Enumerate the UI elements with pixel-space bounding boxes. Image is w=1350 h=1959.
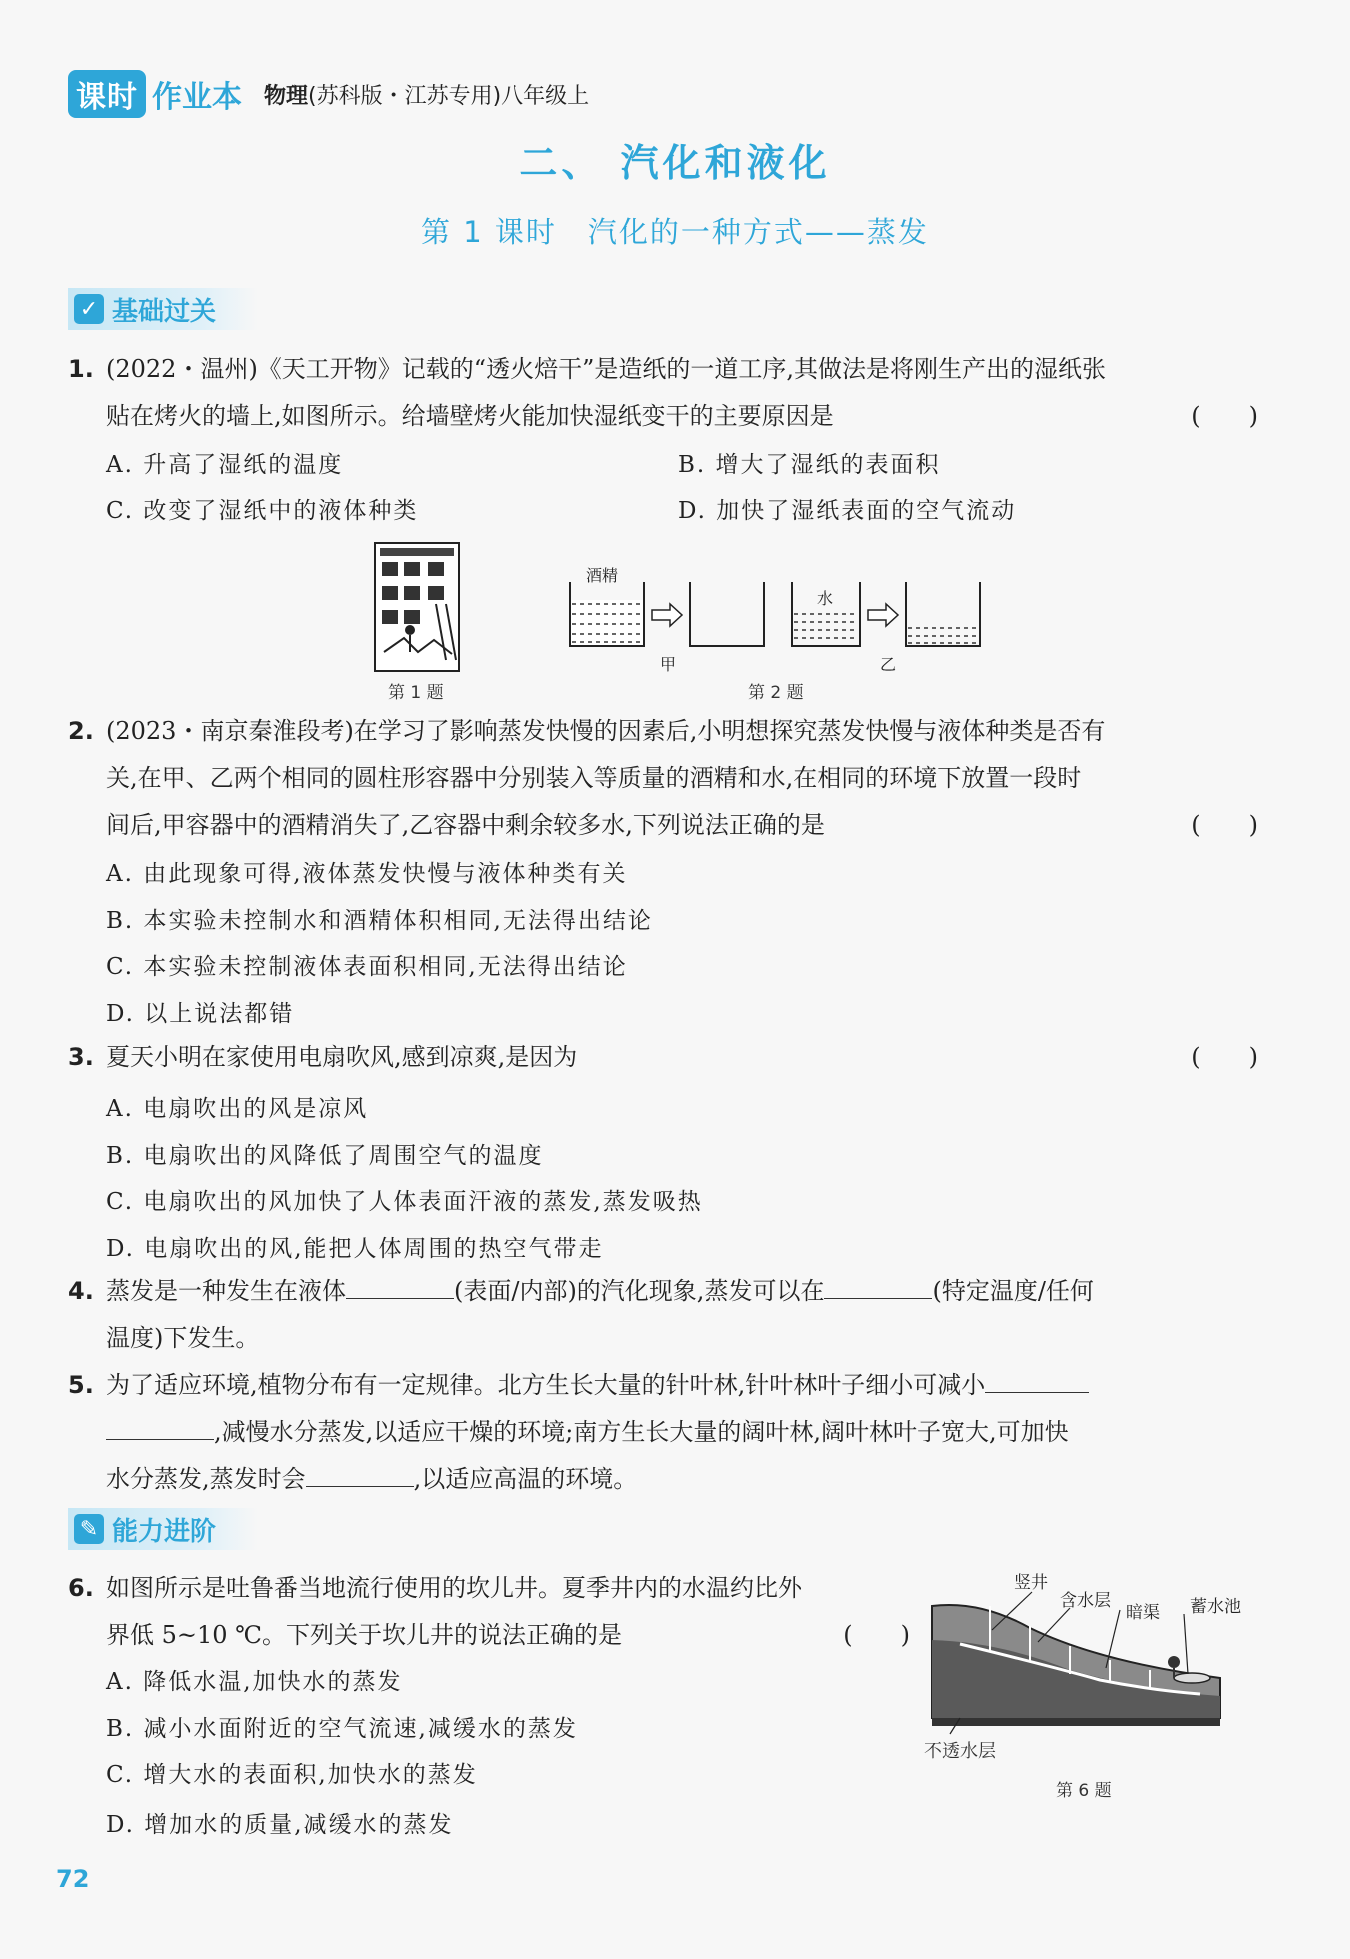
figure-6-karez-diagram xyxy=(920,1570,1260,1750)
label-yi: 乙 xyxy=(880,655,897,674)
page-number: 72 xyxy=(56,1865,90,1893)
option-a: A. 电扇吹出的风是凉风 xyxy=(106,1096,369,1122)
option-a: A. 降低水温,加快水的蒸发 xyxy=(106,1669,403,1695)
question-text xyxy=(106,1409,1258,1456)
checkbox-icon: ✓ xyxy=(74,294,104,324)
option-a: A. 由此现象可得,液体蒸发快慢与液体种类有关 xyxy=(106,861,628,887)
option-b: B. 减小水面附近的空气流速,减缓水的蒸发 xyxy=(106,1716,578,1742)
question-text xyxy=(106,1362,1258,1409)
option-d: D. 电扇吹出的风,能把人体周围的热空气带走 xyxy=(106,1236,604,1262)
section-label-advanced: 能力进阶 xyxy=(112,1516,217,1547)
question-3 xyxy=(68,1034,1258,1081)
question-2 xyxy=(68,708,1258,849)
option-b: B. 电扇吹出的风降低了周围空气的温度 xyxy=(106,1143,544,1169)
question-text: 关,在甲、乙两个相同的圆柱形容器中分别装入等质量的酒精和水,在相同的环境下放置一段时 xyxy=(106,764,1082,792)
answer-blank[interactable] xyxy=(346,1272,454,1299)
option-d: D. 增加水的质量,减缓水的蒸发 xyxy=(106,1812,454,1838)
text-fragment: 蒸发是一种发生在液体 xyxy=(106,1277,346,1305)
option-d: D. 以上说法都错 xyxy=(106,1001,295,1027)
answer-blank[interactable] xyxy=(824,1272,932,1299)
question-number: 4. xyxy=(68,1277,94,1305)
label-canal: 暗渠 xyxy=(1126,1603,1160,1623)
text-fragment: (表面/内部)的汽化现象,蒸发可以在 xyxy=(454,1277,825,1305)
figure-2-diagram xyxy=(560,564,1000,678)
figure-1-illustration xyxy=(374,542,460,672)
label-impermeable-layer: 不透水层 xyxy=(924,1741,996,1762)
question-text: 夏天小明在家使用电扇吹风,感到凉爽,是因为 xyxy=(106,1043,578,1071)
section-label-basic: 基础过关 xyxy=(112,296,217,327)
option-b: B. 增大了湿纸的表面积 xyxy=(678,452,941,478)
text-fragment: 为了适应环境,植物分布有一定规律。北方生长大量的针叶林,针叶林叶子细小可减小 xyxy=(106,1371,986,1399)
answer-parentheses: ( ) xyxy=(1191,811,1258,839)
question-5 xyxy=(68,1362,1258,1503)
option-c: C. 本实验未控制液体表面积相同,无法得出结论 xyxy=(106,954,628,980)
label-reservoir: 蓄水池 xyxy=(1190,1597,1241,1617)
answer-blank[interactable] xyxy=(106,1413,214,1440)
subject-label: 物理 xyxy=(264,83,309,109)
lesson-title: 第 1 课时 汽化的一种方式——蒸发 xyxy=(421,215,929,249)
answer-blank[interactable] xyxy=(985,1366,1089,1393)
question-4 xyxy=(68,1268,1258,1362)
label-shaft: 竖井 xyxy=(1014,1573,1048,1593)
option-d: D. 加快了湿纸表面的空气流动 xyxy=(678,498,1017,524)
edition-label: (苏科版・江苏专用)八年级上 xyxy=(308,83,590,109)
text-fragment: 水分蒸发,蒸发时会 xyxy=(106,1465,306,1493)
answer-parentheses: ( ) xyxy=(843,1621,910,1649)
section-banner-basic xyxy=(68,288,258,330)
answer-parentheses: ( ) xyxy=(1191,402,1258,430)
text-fragment: (特定温度/任何 xyxy=(932,1277,1094,1305)
figure-2-caption: 第 2 题 xyxy=(748,683,804,703)
brand-text: 作业本 xyxy=(152,80,242,115)
page-header xyxy=(68,72,589,116)
answer-blank[interactable] xyxy=(306,1460,414,1487)
question-number: 6. xyxy=(68,1574,94,1602)
book-info xyxy=(264,79,589,110)
question-6 xyxy=(68,1565,910,1659)
question-number: 3. xyxy=(68,1043,94,1071)
question-number: 1. xyxy=(68,355,94,383)
question-1 xyxy=(68,346,1258,440)
question-text: 间后,甲容器中的酒精消失了,乙容器中剩余较多水,下列说法正确的是 xyxy=(106,811,825,839)
answer-parentheses: ( ) xyxy=(1191,1043,1258,1071)
label-jia: 甲 xyxy=(660,655,677,674)
figure-1-caption: 第 1 题 xyxy=(388,683,444,703)
question-text: (2023・南京秦淮段考)在学习了影响蒸发快慢的因素后,小明想探究蒸发快慢与液体种类是否有 xyxy=(106,717,1106,745)
question-number: 2. xyxy=(68,717,94,745)
section-banner-advanced xyxy=(68,1508,258,1550)
question-text: 温度)下发生。 xyxy=(106,1324,260,1352)
figure-6-caption: 第 6 题 xyxy=(1056,1781,1112,1801)
brand-logo: 课时 xyxy=(68,70,146,118)
question-text: 界低 5~10 ℃。下列关于坎儿井的说法正确的是 xyxy=(106,1621,623,1649)
question-number: 5. xyxy=(68,1371,94,1399)
pencil-icon: ✎ xyxy=(74,1514,104,1544)
text-fragment: ,减慢水分蒸发,以适应干燥的环境;南方生长大量的阔叶林,阔叶林叶子宽大,可加快 xyxy=(214,1418,1069,1446)
question-text xyxy=(106,1268,1258,1315)
option-c: C. 改变了湿纸中的液体种类 xyxy=(106,498,419,524)
question-text xyxy=(106,1456,1258,1503)
option-b: B. 本实验未控制水和酒精体积相同,无法得出结论 xyxy=(106,908,653,934)
chapter-title: 二、 汽化和液化 xyxy=(519,141,831,185)
label-water: 水 xyxy=(817,589,834,608)
text-fragment: ,以适应高温的环境。 xyxy=(413,1465,638,1493)
question-text: 如图所示是吐鲁番当地流行使用的坎儿井。夏季井内的水温约比外 xyxy=(106,1574,802,1602)
option-c: C. 电扇吹出的风加快了人体表面汗液的蒸发,蒸发吸热 xyxy=(106,1189,703,1215)
option-a: A. 升高了湿纸的温度 xyxy=(106,452,344,478)
question-text: (2022・温州)《天工开物》记载的“透火焙干”是造纸的一道工序,其做法是将刚生产出的湿纸张 xyxy=(106,355,1106,383)
label-aquifer: 含水层 xyxy=(1060,1591,1111,1611)
label-alcohol: 酒精 xyxy=(586,566,619,585)
question-text: 贴在烤火的墙上,如图所示。给墙壁烤火能加快湿纸变干的主要原因是 xyxy=(106,402,834,430)
option-c: C. 增大水的表面积,加快水的蒸发 xyxy=(106,1762,478,1788)
